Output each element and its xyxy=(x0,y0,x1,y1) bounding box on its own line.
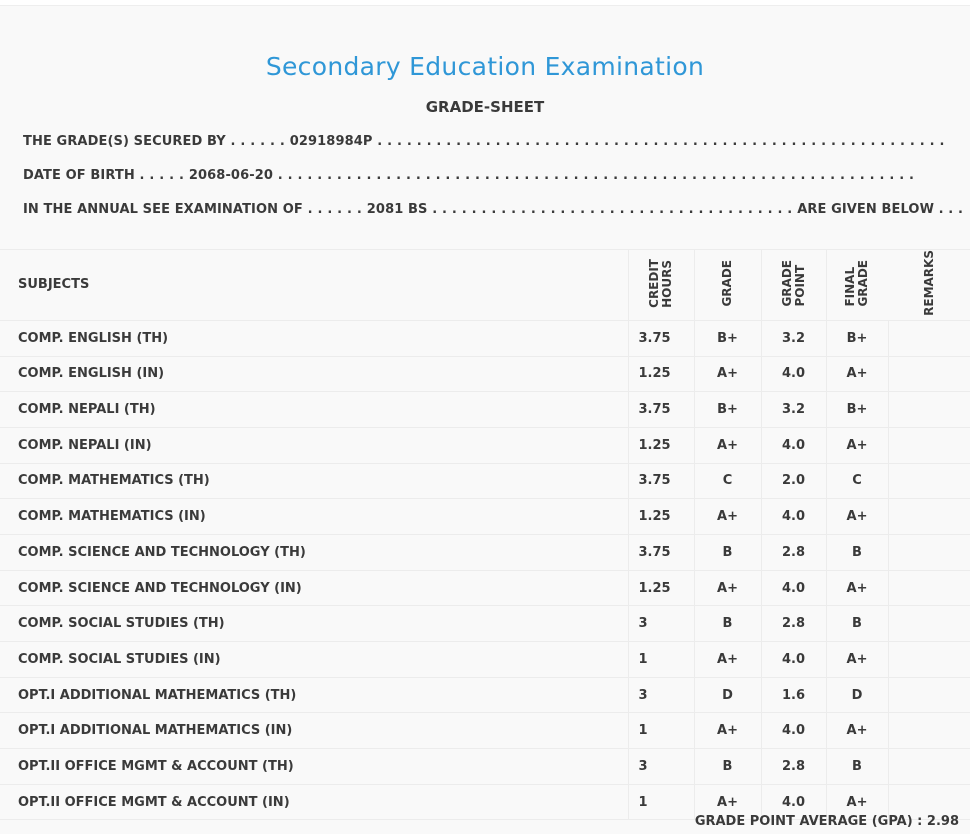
final-grade-cell: D xyxy=(826,677,888,713)
subject-cell: OPT.I ADDITIONAL MATHEMATICS (TH) xyxy=(18,687,297,703)
table-row xyxy=(0,427,970,463)
table-row xyxy=(0,534,970,570)
grade-cell: A+ xyxy=(694,499,761,535)
table-row xyxy=(0,677,970,713)
subject-cell: OPT.I ADDITIONAL MATHEMATICS (IN) xyxy=(18,723,293,739)
header-grade xyxy=(694,250,761,321)
dot-leader: . . . . . . xyxy=(225,134,290,149)
final-grade-cell: B xyxy=(826,606,888,642)
grades-table xyxy=(0,249,970,820)
remarks-cell xyxy=(888,463,970,499)
final-grade-cell: B+ xyxy=(826,320,888,356)
credit-hours-cell: 1.25 xyxy=(628,427,694,463)
grade-point-cell: 2.8 xyxy=(761,534,826,570)
dob-value: 2068-06-20 xyxy=(188,168,274,183)
header-subjects: SUBJECTS xyxy=(18,277,90,293)
credit-hours-cell: 1 xyxy=(628,642,694,678)
dot-leader: . . . . . . xyxy=(302,202,367,217)
subject-cell: OPT.II OFFICE MGMT & ACCOUNT (IN) xyxy=(18,794,290,810)
credit-hours-cell: 3.75 xyxy=(628,463,694,499)
grade-point-cell: 4.0 xyxy=(761,356,826,392)
grade-cell: D xyxy=(694,677,761,713)
header-grade-point-line1: GRADE xyxy=(779,259,794,307)
table-row xyxy=(0,570,970,606)
final-grade-cell: A+ xyxy=(826,499,888,535)
table-row xyxy=(0,356,970,392)
final-grade-cell: A+ xyxy=(826,784,888,820)
header-final-line1: FINAL xyxy=(843,266,858,307)
remarks-cell xyxy=(888,677,970,713)
grade-point-cell: 4.0 xyxy=(761,784,826,820)
final-grade-cell: A+ xyxy=(826,570,888,606)
subject-cell: COMP. SCIENCE AND TECHNOLOGY (IN) xyxy=(18,580,302,596)
credit-hours-cell: 1 xyxy=(628,784,694,820)
header-credit-line2: HOURS xyxy=(660,259,674,308)
grade-sheet xyxy=(0,5,970,834)
grade-cell: A+ xyxy=(694,356,761,392)
header-final-line2: GRADE xyxy=(856,259,871,307)
remarks-cell xyxy=(888,427,970,463)
final-grade-cell: C xyxy=(826,463,888,499)
header-grade-point-line2: POINT xyxy=(792,264,807,307)
credit-hours-cell: 3.75 xyxy=(628,534,694,570)
credit-hours-cell: 1.25 xyxy=(628,356,694,392)
page-subtitle: GRADE-SHEET xyxy=(425,98,545,116)
credit-hours-cell: 3 xyxy=(628,677,694,713)
dot-leader: . . . . . . . . . . . . . . . . . . . . . . . . . . . . . . . . . . . . . . . . . . . . . . . . . . . . . . . . . . . . . . . . . xyxy=(273,168,915,183)
credit-hours-cell: 1.25 xyxy=(628,570,694,606)
subject-cell: COMP. NEPALI (IN) xyxy=(18,437,152,453)
dob-line xyxy=(23,168,914,183)
remarks-cell xyxy=(888,320,970,356)
table-row xyxy=(0,713,970,749)
exam-label: IN THE ANNUAL SEE EXAMINATION OF xyxy=(23,202,303,217)
grade-point-cell: 4.0 xyxy=(761,642,826,678)
grade-cell: B+ xyxy=(694,320,761,356)
remarks-cell xyxy=(888,570,970,606)
subject-cell: COMP. SOCIAL STUDIES (IN) xyxy=(18,651,221,667)
grade-point-cell: 4.0 xyxy=(761,427,826,463)
grade-cell: B xyxy=(694,606,761,642)
table-row xyxy=(0,320,970,356)
subject-cell: COMP. ENGLISH (IN) xyxy=(18,366,165,382)
grade-cell: A+ xyxy=(694,427,761,463)
grade-point-cell: 4.0 xyxy=(761,713,826,749)
header-remarks-label: REMARKS xyxy=(921,250,936,316)
grade-point-cell: 2.0 xyxy=(761,463,826,499)
subject-cell: COMP. SCIENCE AND TECHNOLOGY (TH) xyxy=(18,544,306,560)
remarks-cell xyxy=(888,356,970,392)
credit-hours-cell: 1 xyxy=(628,713,694,749)
final-grade-cell: A+ xyxy=(826,356,888,392)
credit-hours-cell: 1.25 xyxy=(628,499,694,535)
grade-point-cell: 4.0 xyxy=(761,499,826,535)
dot-leader: . . . . . xyxy=(134,168,189,183)
subject-cell: COMP. ENGLISH (TH) xyxy=(18,330,169,346)
table-row xyxy=(0,499,970,535)
grade-point-cell: 4.0 xyxy=(761,570,826,606)
remarks-cell xyxy=(888,606,970,642)
grade-cell: C xyxy=(694,463,761,499)
credit-hours-cell: 3 xyxy=(628,606,694,642)
grade-cell: A+ xyxy=(694,713,761,749)
header-grade-point xyxy=(761,250,826,321)
table-row xyxy=(0,749,970,785)
final-grade-cell: A+ xyxy=(826,642,888,678)
table-row xyxy=(0,642,970,678)
table-header-row xyxy=(0,250,970,321)
grade-cell: A+ xyxy=(694,784,761,820)
final-grade-cell: B xyxy=(826,534,888,570)
grade-cell: A+ xyxy=(694,570,761,606)
grade-point-cell: 2.8 xyxy=(761,749,826,785)
remarks-cell xyxy=(888,499,970,535)
grade-point-cell: 3.2 xyxy=(761,320,826,356)
gpa-value: 2.98 xyxy=(926,814,959,829)
grade-cell: B+ xyxy=(694,392,761,428)
grade-point-cell: 2.8 xyxy=(761,606,826,642)
page-title: Secondary Education Examination xyxy=(265,52,705,81)
remarks-cell xyxy=(888,713,970,749)
gpa-label: GRADE POINT AVERAGE (GPA) : xyxy=(694,814,927,829)
dot-leader: . . . . . . . . . . . . . . . . . . . . . . . . . . . . . . . . . . . . . . . . . . . . . . . . . . . . . . . . . . xyxy=(372,134,945,149)
grade-cell: A+ xyxy=(694,642,761,678)
final-grade-cell: B+ xyxy=(826,392,888,428)
credit-hours-cell: 3.75 xyxy=(628,320,694,356)
header-credit-hours xyxy=(628,250,694,321)
secured-by-label: THE GRADE(S) SECURED BY xyxy=(23,134,226,149)
subject-cell: OPT.II OFFICE MGMT & ACCOUNT (TH) xyxy=(18,758,294,774)
header-grade-label: GRADE xyxy=(720,259,734,307)
symbol-number: 02918984P xyxy=(289,134,373,149)
exam-line xyxy=(23,202,963,217)
remarks-cell xyxy=(888,534,970,570)
header-remarks xyxy=(888,250,970,321)
gpa-line xyxy=(695,814,959,829)
exam-year: 2081 BS xyxy=(366,202,428,217)
table-row xyxy=(0,392,970,428)
final-grade-cell: A+ xyxy=(826,427,888,463)
grade-point-cell: 1.6 xyxy=(761,677,826,713)
remarks-cell xyxy=(888,749,970,785)
secured-by-line xyxy=(23,134,945,149)
dob-label: DATE OF BIRTH xyxy=(23,168,135,183)
credit-hours-cell: 3 xyxy=(628,749,694,785)
grade-point-cell: 3.2 xyxy=(761,392,826,428)
final-grade-cell: B xyxy=(826,749,888,785)
grade-cell: B xyxy=(694,749,761,785)
dot-leader: . . . . . . . . . . . . . . . . . . . . . . . . . . . . . . . . . . . . . xyxy=(427,202,798,217)
remarks-cell xyxy=(888,392,970,428)
header-credit-line1: CREDIT xyxy=(647,258,661,308)
final-grade-cell: A+ xyxy=(826,713,888,749)
table-row xyxy=(0,463,970,499)
remarks-cell xyxy=(888,642,970,678)
table-row xyxy=(0,606,970,642)
subject-cell: COMP. SOCIAL STUDIES (TH) xyxy=(18,616,225,632)
header-final-grade xyxy=(826,250,888,321)
subject-cell: COMP. NEPALI (TH) xyxy=(18,402,156,418)
credit-hours-cell: 3.75 xyxy=(628,392,694,428)
exam-line-end: ARE GIVEN BELOW . . . xyxy=(797,202,964,217)
subject-cell: COMP. MATHEMATICS (IN) xyxy=(18,509,206,525)
subject-cell: COMP. MATHEMATICS (TH) xyxy=(18,473,210,489)
grade-cell: B xyxy=(694,534,761,570)
